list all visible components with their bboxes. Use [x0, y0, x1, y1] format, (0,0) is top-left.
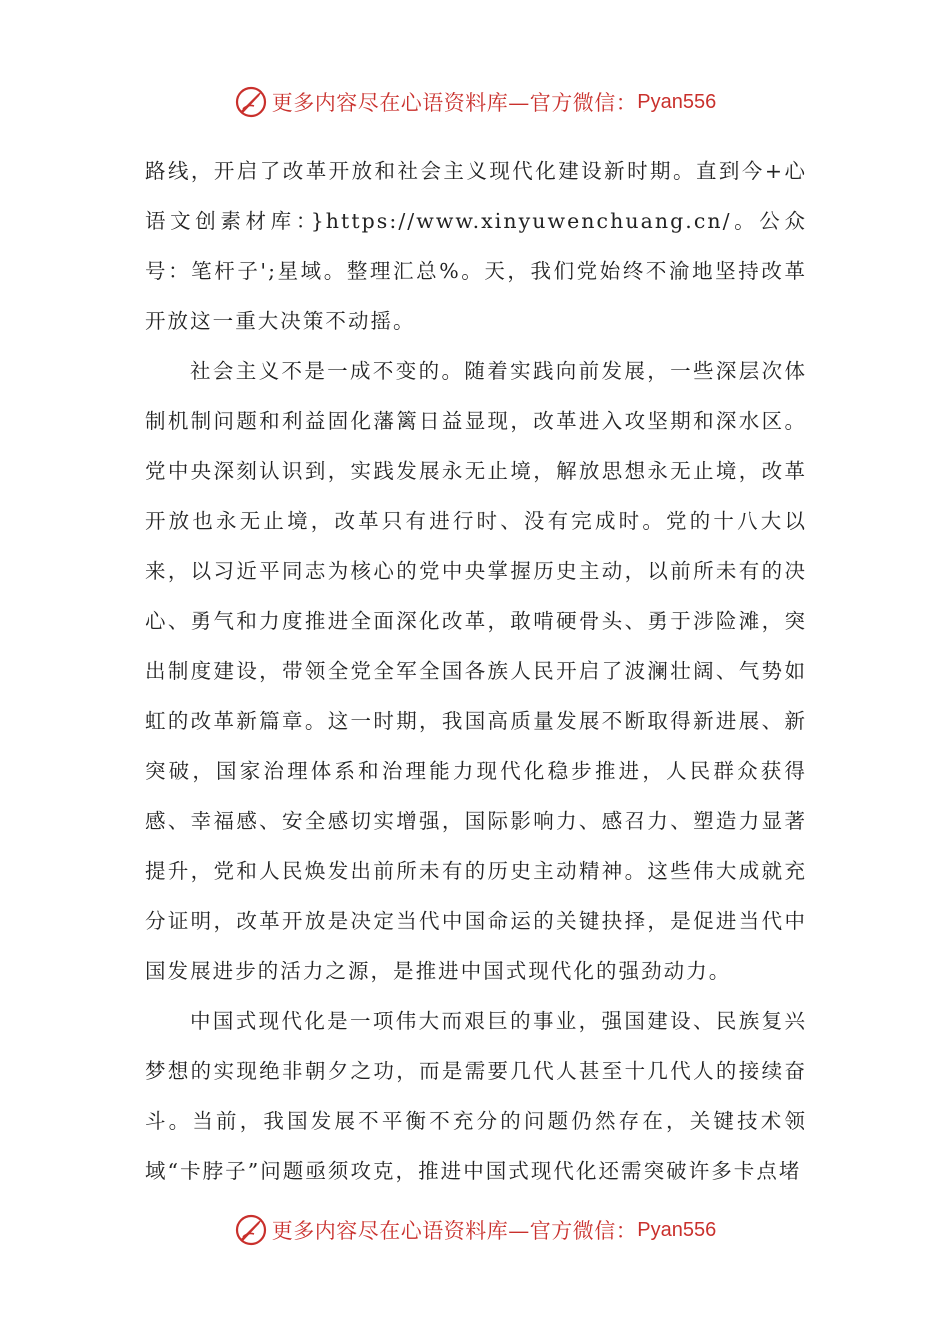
watermark-text: 更多内容尽在心语资料库—官方微信： [271, 1219, 638, 1243]
wechat-id: Pyan556 [637, 90, 717, 113]
footer-watermark [0, 1210, 950, 1250]
document-body [145, 146, 807, 1196]
paragraph: 社会主义不是一成不变的。随着实践向前发展，一些深层次体制机制问题和利益固化藩篱日益显现，改革进入攻坚期和深水区。党中央深刻认识到，实践发展永无止境，解放思想永无止境，改革开放也永无止境，改革只有进行时、没有完成时。党的十八大以来，以习近平同志为核心的党中央掌握历史主动，以前所未有的决心、勇气和力度推进全面深化改革，敢啃硬骨头、勇于涉险滩，突出制度建设，带领全党全军全国各族人民开启了波澜壮阔、气势如虹的改革新篇章。这一时期，我国高质量发展不断取得新进展、新突破，国家治理体系和治理能力现代化稳步推进，人民群众获得感、幸福感、安全感切实增强，国际影响力、感召力、塑造力显著提升，党和人民焕发出前所未有的历史主动精神。这些伟大成就充分证明，改革开放是决定当代中国命运的关键抉择，是促进当代中国发展进步的活力之源，是推进中国式现代化的强劲动力。 [145, 359, 807, 983]
wechat-id: Pyan556 [637, 1218, 717, 1241]
header-watermark [0, 82, 950, 122]
pen-nib-logo-icon [234, 85, 268, 119]
paragraph: 路线，开启了改革开放和社会主义现代化建设新时期。直到今+心语文创素材库：}https://www.xinyuwenchuang.cn/。公众号：笔杆子';星域。整理汇总%。天，我们党始终不渝地坚持改革开放这一重大决策不动摇。 [145, 159, 807, 333]
pen-nib-logo-icon [234, 1213, 268, 1247]
paragraph: 中国式现代化是一项伟大而艰巨的事业，强国建设、民族复兴梦想的实现绝非朝夕之功，而是需要几代人甚至十几代人的接续奋斗。当前，我国发展不平衡不充分的问题仍然存在，关键技术领域“卡脖子”问题亟须攻克，推进中国式现代化还需突破许多卡点堵 [145, 1009, 807, 1183]
watermark-text: 更多内容尽在心语资料库—官方微信： [271, 91, 638, 115]
